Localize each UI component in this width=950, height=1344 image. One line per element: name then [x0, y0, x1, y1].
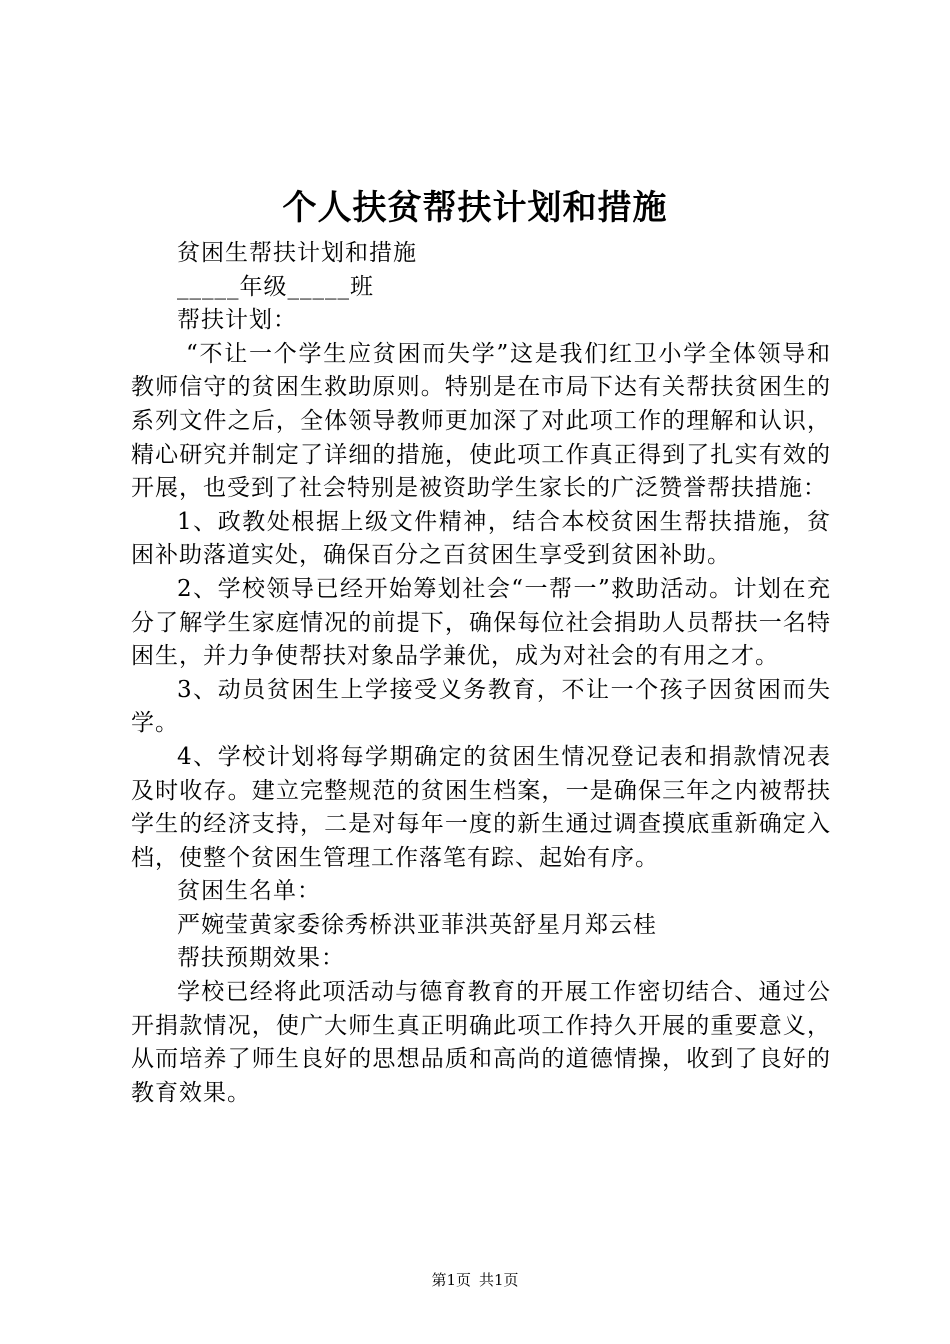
page-footer: [0, 1270, 950, 1290]
page-number: 第1页: [431, 1271, 471, 1289]
measure-item-3: 3、动员贫困生上学接受义务教育，不让一个孩子因贫困而失学。: [131, 676, 831, 737]
section-heading-plan: 帮扶计划：: [177, 307, 297, 334]
page-total: 共1页: [479, 1271, 519, 1289]
subtitle-paragraph: 贫困生帮扶计划和措施: [177, 240, 417, 266]
document-body: [131, 237, 831, 1110]
body-paragraph: 学校已经将此项活动与德育教育的开展工作密切结合、通过公开捐款情况，使广大师生真正明确此项工作持久开展的重要意义，从而培养了师生良好的思想品质和高尚的道德情操，收到了良好的教育效果。: [131, 979, 831, 1106]
student-name-list: 严婉莹黄家委徐秀桥洪亚菲洪英舒星月郑云桂: [177, 911, 657, 938]
measure-item-1: 1、政教处根据上级文件精神，结合本校贫困生帮扶措施，贫困补助落道实处，确保百分之百贫困生享受到贫困补助。: [131, 508, 831, 569]
measure-item-4: 4、学校计划将每学期确定的贫困生情况登记表和捐款情况表及时收存。建立完整规范的贫困生档案，一是确保三年之内被帮扶学生的经济支持，二是对每年一度的新生通过调查摸底重新确定入档，使整个贫困生管理工作落笔有踪、起始有序。: [131, 743, 831, 871]
grade-class-line: _____年级_____班: [177, 273, 374, 300]
section-heading-list: 贫困生名单：: [177, 878, 321, 905]
measure-item-2: 2、学校领导已经开始筹划社会“一帮一”救助活动。计划在充分了解学生家庭情况的前提下，确保每位社会捐助人员帮扶一名特困生，并力争使帮扶对象品学兼优，成为对社会的有用之才。: [131, 575, 831, 670]
document-title: 个人扶贫帮扶计划和措施: [282, 188, 668, 228]
body-paragraph: “不让一个学生应贫困而失学”这是我们红卫小学全体领导和教师信守的贫困生救助原则。特别是在市局下达有关帮扶贫困生的系列文件之后，全体领导教师更加深了对此项工作的理解和认识，精心研究并制定了详细的措施，使此项工作真正得到了扎实有效的开展，也受到了社会特别是被资助学生家长的广泛赞誉帮扶措施：: [131, 340, 831, 502]
section-heading-effect: 帮扶预期效果：: [177, 945, 345, 972]
